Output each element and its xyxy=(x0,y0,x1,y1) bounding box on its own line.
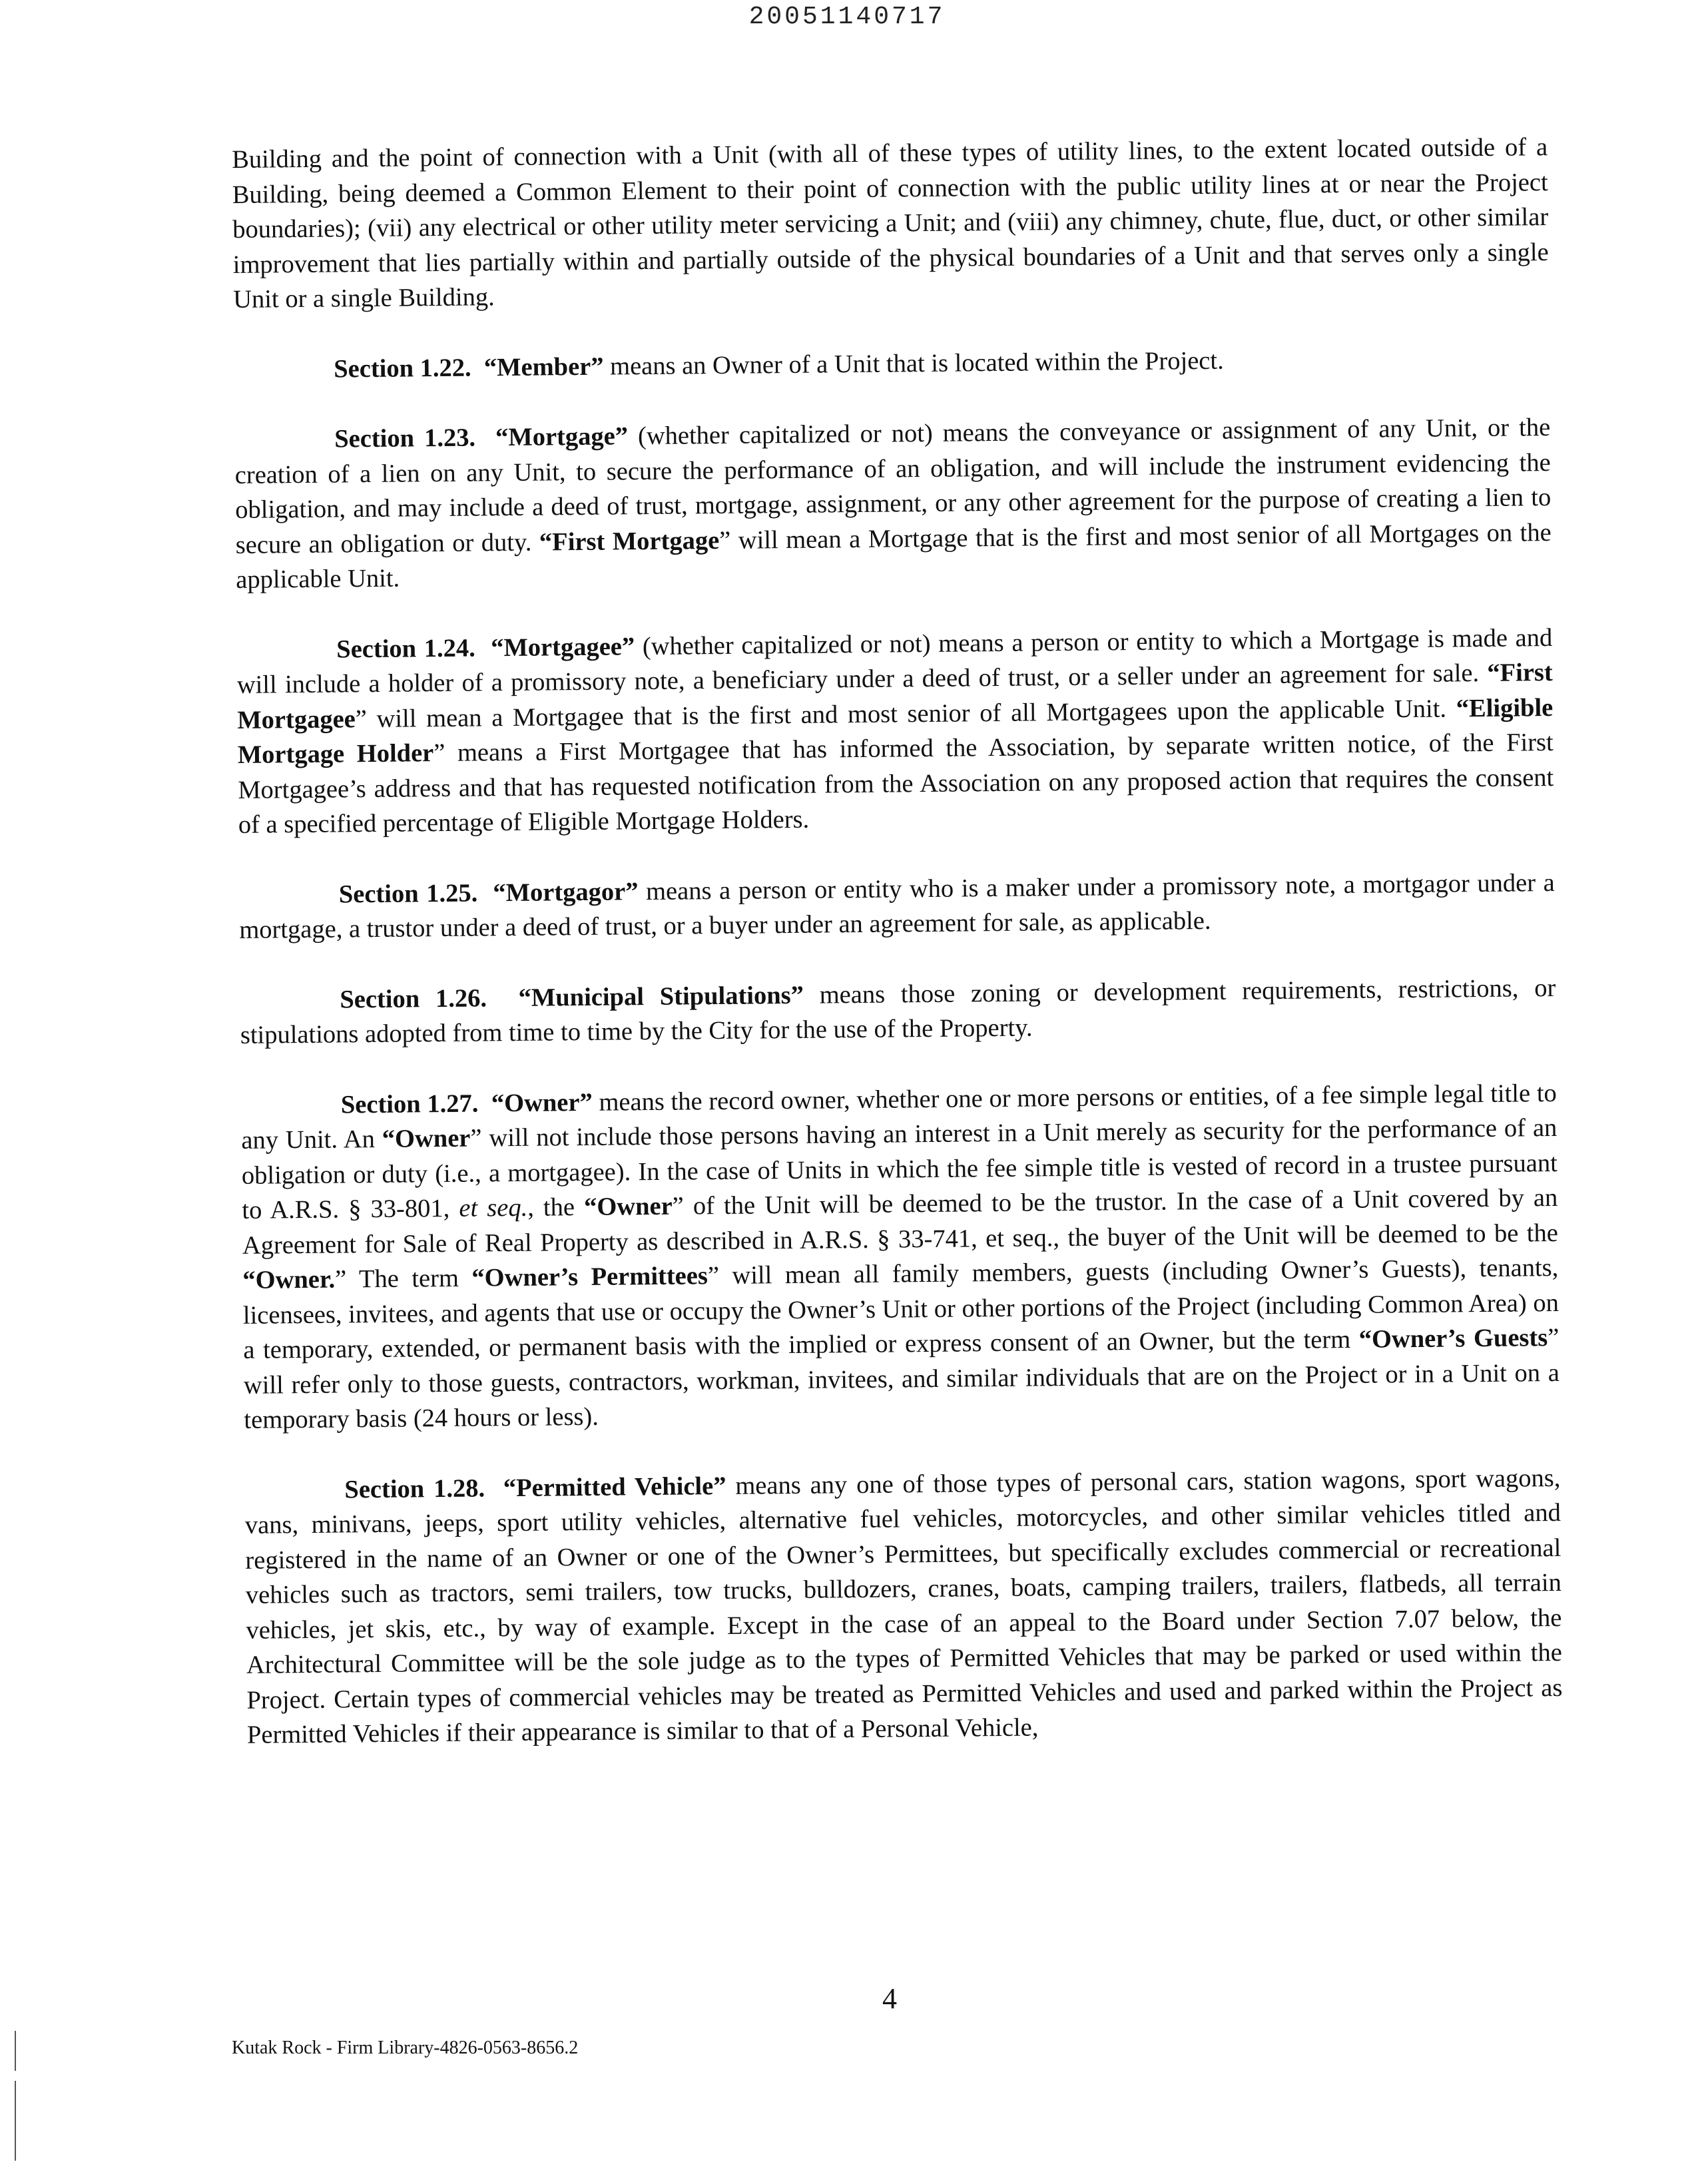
definition-text: means any one of those types of personal cars, station wagons, sport wagons, vans, minivans, jeeps, sport utility vehicles, alternative fuel vehicles, motorcycles, and other similar vehicles titled and registered in the name of an Owner or one of the Owner’s Permittees, but specifically excludes commercial or recreational vehicles such as tractors, semi trailers, tow trucks, bulldozers, cranes, boats, camping trailers, trailers, flatbeds, all terrain vehicles, jet skis, etc., by way of example. Except in the case of an appeal to the Board under Section 7.07 below, the Architectural Committee will be the sole judge as to the types of Permitted Vehicles that may be parked or used within the Project. Certain types of commercial vehicles may be treated as Permitted Vehicles and used and parked within the Project as Permitted Vehicles if their appearance is similar to that of a Personal Vehicle, xyxy=(244,1464,1563,1749)
section-1-22 xyxy=(234,340,1550,388)
scan-edge-mark xyxy=(15,2081,16,2161)
section-1-24 xyxy=(236,620,1554,842)
paragraph-text: Building and the point of connection with a Unit (with all of these types of utility lines, to the extent located outside of a Building, being deemed a Common Element to their point of connection with the public utility lines at or near the Project boundaries); (vii) any electrical or other utility meter servicing a Unit; and (viii) any chimney, chute, flue, duct, or other similar improvement that lies partially within and partially outside of the physical boundaries of a Unit and that serves only a single Unit or a single Building. xyxy=(232,133,1549,314)
definition-text: ” will mean a Mortgagee that is the first and most senior of all Mortgagees upon the applicable Unit. xyxy=(355,694,1456,733)
definition-text: ” of the Unit will be deemed to be the trustor. In the case of a Unit covered by an Agreement for Sale of Real Property as described in A.R.S. § 33-741, et seq., the buyer of the Unit will be deemed to be the xyxy=(242,1183,1559,1260)
scan-edge-mark xyxy=(15,2031,16,2071)
italic-text: et seq. xyxy=(459,1193,528,1223)
section-heading: Section 1.28. xyxy=(344,1474,485,1503)
definition-text: ” will mean a Mortgage that is the first and most senior of all Mortgages on the applicable Unit. xyxy=(236,518,1552,594)
definition-text: means the record owner, whether one or more persons or entities, of a fee simple legal title to any Unit. An xyxy=(241,1079,1557,1155)
defined-term: “Municipal Stipulations” xyxy=(518,981,804,1012)
defined-term: “Owner xyxy=(583,1192,673,1221)
defined-term: “First Mortgagee xyxy=(237,658,1553,734)
defined-term: “First Mortgage xyxy=(539,526,720,557)
defined-term: “Owner” xyxy=(491,1088,593,1117)
page-number: 4 xyxy=(882,1982,897,2015)
section-1-25 xyxy=(239,865,1555,948)
definition-text: means an Owner of a Unit that is located within the Project. xyxy=(603,346,1224,381)
footer-library-id: Kutak Rock - Firm Library-4826-0563-8656.2 xyxy=(232,2038,579,2058)
defined-term: “Eligible Mortgage Holder xyxy=(237,693,1553,769)
section-heading: Section 1.24. xyxy=(336,634,475,664)
definition-text: , the xyxy=(527,1193,585,1222)
section-heading: Section 1.23. xyxy=(334,423,476,453)
section-1-26 xyxy=(240,970,1556,1053)
document-body xyxy=(232,130,1563,1788)
definition-text: (whether capitalized or not) means the conveyance or assignment of any Unit, or the creation of a lien on any Unit, to secure the performance of an obligation, and will include the instrument evidencing the obligation, and may include a deed of trust, mortgage, assignment, or any other agreement for the purpose of creating a lien to secure an obligation or duty. xyxy=(234,413,1552,559)
defined-term: “Mortgagor” xyxy=(493,877,639,907)
defined-term: “Permitted Vehicle” xyxy=(503,1472,726,1502)
definition-text: means a person or entity who is a maker under a promissory note, a mortgagor under a mortgage, a trustor under a deed of trust, or a buyer under an agreement for sale, as applicable. xyxy=(239,868,1555,944)
defined-term: “Mortgagee” xyxy=(491,632,635,662)
defined-term: “Owner’s Guests xyxy=(1358,1324,1548,1354)
definition-text: ” will mean all family members, guests (including Owner’s Guests), tenants, licensees, invitees, and agents that use or occupy the Owner’s Unit or other portions of the Project (including Common Area) on a temporary, extended, or permanent basis with the implied or express consent of an Owner, but the term xyxy=(242,1253,1559,1364)
section-heading: Section 1.27. xyxy=(340,1089,479,1119)
defined-term: “Owner. xyxy=(242,1265,336,1294)
section-1-27 xyxy=(241,1075,1560,1438)
defined-term: “Member” xyxy=(483,352,604,382)
section-1-23 xyxy=(234,410,1552,597)
defined-term: “Mortgage” xyxy=(495,422,629,452)
paragraph-continuation xyxy=(232,130,1549,317)
definition-text: ” will not include those persons having an interest in a Unit merely as security for the performance of an obligation or duty (i.e., a mortgagee). In the case of Units in which the fee simple title is vested of record in a trustee pursuant to A.R.S. § 33-801, xyxy=(241,1113,1558,1225)
definition-text: ” will refer only to those guests, contractors, workman, invitees, and similar individuals that are on the Project or in a Unit on a temporary basis (24 hours or less). xyxy=(243,1323,1560,1434)
section-heading: Section 1.22. xyxy=(334,354,471,384)
definition-text: (whether capitalized or not) means a person or entity to which a Mortgage is made and will include a holder of a promissory note, a beneficiary under a deed of trust, or a seller under an agreement for sale. xyxy=(236,623,1553,699)
defined-term: “Owner’s Permittees xyxy=(471,1262,708,1292)
document-number: 20051140717 xyxy=(748,3,946,31)
definition-text: ” The term xyxy=(334,1264,472,1294)
section-1-28 xyxy=(244,1460,1563,1753)
defined-term: “Owner xyxy=(382,1124,471,1153)
definition-text: ” means a First Mortgagee that has informed the Association, by separate written notice, of the First Mortgagee’s address and that has requested notification from the Association on any proposed action that requires the consent of a specified percentage of Eligible Mortgage Holders. xyxy=(238,728,1554,839)
definition-text: means those zoning or development requirements, restrictions, or stipulations adopted from time to time by the City for the use of the Property. xyxy=(240,973,1556,1049)
section-heading: Section 1.25. xyxy=(338,879,478,909)
section-heading: Section 1.26. xyxy=(340,983,487,1013)
